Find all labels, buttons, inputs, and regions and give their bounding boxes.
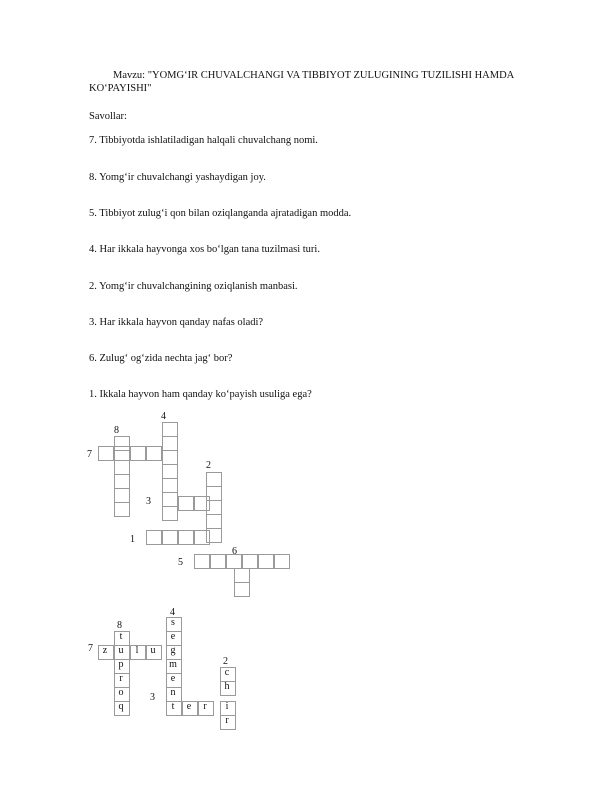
clue-number-1: 1 (130, 534, 135, 545)
clue-number-3: 3 (150, 692, 155, 703)
answer-letter: s (171, 617, 175, 628)
answer-letter: r (119, 673, 123, 684)
answer-letter: e (170, 631, 176, 642)
question-item: 7. Tibbiyotda ishlatiladigan halqali chuvalchang nomi. (89, 135, 318, 146)
answer-letter: n (170, 687, 176, 698)
clue-number-8: 8 (117, 620, 122, 631)
answer-letter: i (225, 701, 229, 712)
clue-number-5: 5 (178, 557, 183, 568)
answer-letter: g (170, 645, 176, 656)
answer-letter: o (118, 687, 124, 698)
question-item: 1. Ikkala hayvon ham qanday ko‘payish usuliga ega? (89, 389, 312, 400)
answer-letter: m (169, 659, 177, 670)
answer-letter: q (118, 701, 124, 712)
question-item: 6. Zulug‘ og‘zida nechta jag‘ bor? (89, 353, 233, 364)
topic-title: Mavzu: "YOMG‘IR CHUVALCHANGI VA TIBBIYOT ZULUGINING TUZILISHI HAMDA KO‘PAYISHI" (89, 70, 514, 94)
answer-letter: c (224, 667, 230, 678)
question-item: 5. Tibbiyot zulug‘i qon bilan oziqlanganda ajratadigan modda. (89, 208, 352, 219)
clue-number-4: 4 (161, 411, 166, 422)
clue-number-7: 7 (88, 643, 93, 654)
answer-letter: t (119, 631, 123, 642)
answer-letter: e (186, 701, 192, 712)
clue-number-6: 6 (232, 546, 237, 557)
answer-letter: r (203, 701, 207, 712)
answer-letter: z (102, 645, 108, 656)
answer-letter: u (118, 645, 124, 656)
answer-letter: l (135, 645, 139, 656)
question-item: 2. Yomg‘ir chuvalchangining oziqlanish manbasi. (89, 281, 298, 292)
answer-letter: t (171, 701, 175, 712)
clue-number-2: 2 (223, 656, 228, 667)
clue-number-4: 4 (170, 607, 175, 618)
answer-letter: p (118, 659, 124, 670)
answer-letter: r (225, 715, 229, 726)
clue-number-7: 7 (87, 449, 92, 460)
clue-number-2: 2 (206, 460, 211, 471)
clue-number-3: 3 (146, 496, 151, 507)
answer-letter: h (224, 681, 230, 692)
answer-letter: u (150, 645, 156, 656)
clue-number-8: 8 (114, 425, 119, 436)
answer-letter: e (170, 673, 176, 684)
question-item: 3. Har ikkala hayvon qanday nafas oladi? (89, 317, 264, 328)
question-item: 4. Har ikkala hayvonga xos bo‘lgan tana tuzilmasi turi. (89, 244, 320, 255)
question-item: 8. Yomg‘ir chuvalchangi yashaydigan joy. (89, 172, 266, 183)
questions-heading: Savollar: (89, 111, 127, 122)
